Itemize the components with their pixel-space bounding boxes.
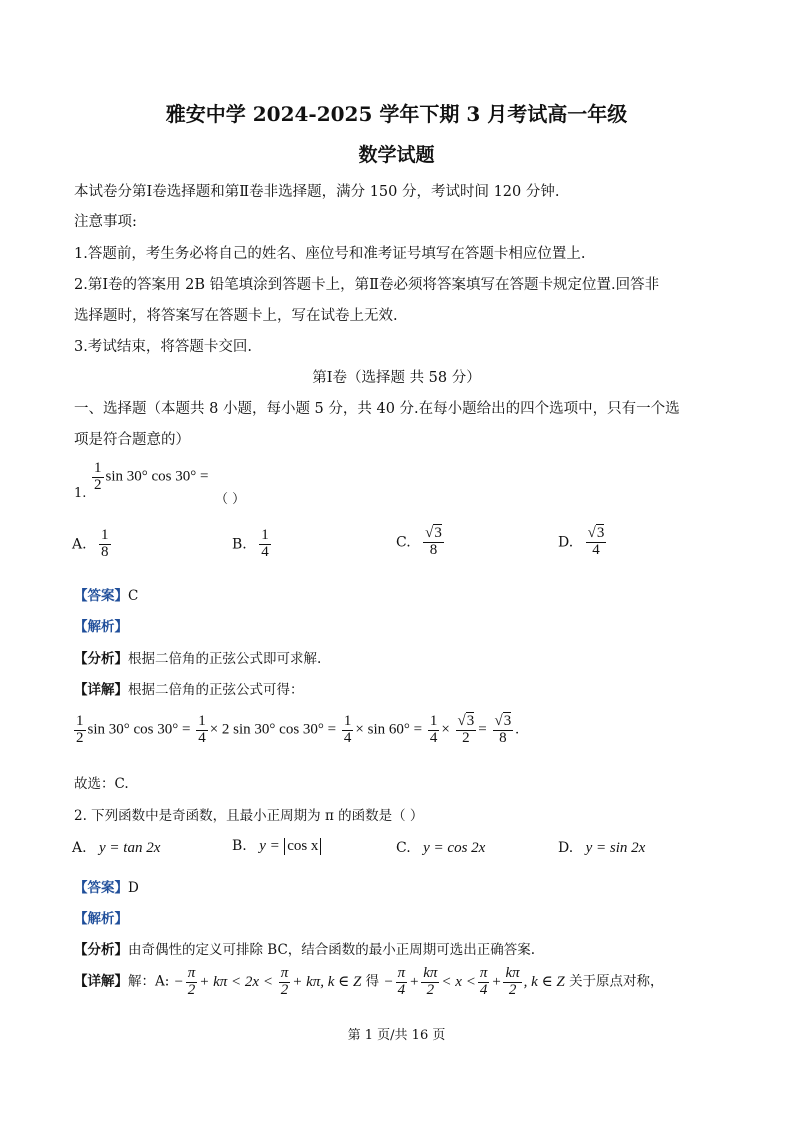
q2-option-c[interactable] (396, 840, 485, 857)
xiangjie-tag: 【详解】 (74, 973, 128, 990)
q1-option-a[interactable] (72, 528, 113, 561)
xiangjie-mid: 得 (365, 973, 380, 990)
answer-tag: 【答案】 (74, 880, 128, 896)
q1-conclusion: 故选：C. (74, 776, 129, 792)
section-title: 第Ⅰ卷（选择题 共 58 分） (312, 370, 481, 386)
q1-analysis-tag: 【解析】 (74, 619, 128, 635)
option-expression: y = sin 2x (585, 840, 646, 856)
page-footer: 第 1 页/共 16 页 (347, 1028, 446, 1043)
answer-value: C (128, 588, 139, 604)
fenxi-tag: 【分析】 (74, 942, 128, 958)
q2-stem: 2. 下列函数中是奇函数，且最小正周期为 π 的函数是（ ） (74, 808, 424, 824)
document-subtitle: 数学试题 (358, 144, 435, 166)
option-label: D. (558, 840, 574, 856)
q2-analysis-tag: 【解析】 (74, 911, 128, 927)
answer-tag: 【答案】 (74, 588, 128, 604)
note-3: 3.考试结束，将答题卡交回. (74, 339, 252, 355)
xiangjie-suffix: 关于原点对称， (569, 973, 664, 990)
option-expression: y = tan 2x (99, 840, 161, 856)
q2-fenxi-row (74, 938, 535, 958)
inequality-1: − $\frac{\pi}{2}$ + kπ < 2x < $\frac{\pi}{2}$ + kπ, k ∈ Z (173, 965, 362, 998)
option-abs-expression: cos x (284, 838, 321, 855)
q1-option-b[interactable] (232, 528, 273, 561)
q1-option-c[interactable] (396, 526, 446, 559)
q1-number: 1. (74, 486, 87, 501)
option-fraction: $\frac{1}{8}$ (101, 527, 109, 560)
answer-value: D (128, 880, 139, 896)
q2-option-d[interactable] (558, 840, 645, 857)
option-label: B. (232, 536, 247, 553)
q1-answer-row (74, 584, 138, 604)
q1-blank: （ ） (215, 492, 246, 507)
q2-xiangjie-row (74, 966, 664, 999)
notes-label: 注意事项: (74, 214, 137, 230)
q1-xiangjie-row (74, 678, 304, 698)
q1-fenxi-row (74, 647, 321, 667)
q1-derivation: $\frac{1}{2}$ sin 30° cos 30° = $\frac{1}{4}$ × 2 sin 30° cos 30° = $\frac{1}{4}$ × sin 60° = $\frac{1}{4}$ × $\frac{√3}{2}$ = $\frac{√3}{8}$ . (76, 713, 519, 746)
q1-option-d[interactable] (558, 526, 608, 559)
q2-answer-row (74, 876, 139, 896)
document-title: 雅安中学 2024-2025 学年下期 3 月考试高一年级 (165, 102, 628, 126)
note-2-line-1: 2.第Ⅰ卷的答案用 2B 铅笔填涂到答题卡上，第Ⅱ卷必须将答案填写在答题卡规定位置.回答非 (74, 277, 660, 293)
section-heading-line-2: 项是符合题意的） (74, 432, 190, 448)
q1-stem (90, 461, 208, 494)
option-label: D. (558, 534, 574, 551)
note-2-line-2: 选择题时，将答案写在答题卡上，写在试卷上无效. (74, 308, 398, 324)
section-heading-line-1: 一、选择题（本题共 8 小题，每小题 5 分，共 40 分.在每小题给出的四个选项中，只有一个选 (74, 401, 680, 417)
fenxi-text: 由奇偶性的定义可排除 BC，结合函数的最小正周期可选出正确答案. (128, 942, 536, 958)
q1-stem-expression: sin 30° cos 30° = (105, 468, 209, 485)
option-fraction: $\frac{√3}{4}$ (587, 525, 605, 558)
option-expression: y = (259, 838, 280, 854)
q2-option-b[interactable] (232, 838, 321, 855)
option-label: C. (396, 840, 411, 856)
xiangjie-prefix: 解：A: (128, 973, 170, 990)
intro-text: 本试卷分第Ⅰ卷选择题和第Ⅱ卷非选择题，满分 150 分，考试时间 120 分钟. (74, 184, 560, 200)
xiangjie-tag: 【详解】 (74, 682, 128, 698)
inequality-2: − $\frac{\pi}{4}$ + $\frac{k\pi}{2}$ < x < $\frac{\pi}{4}$ + $\frac{k\pi}{2}$ , k ∈ Z (383, 965, 565, 998)
option-expression: y = cos 2x (423, 840, 486, 856)
q2-option-a[interactable] (72, 840, 160, 857)
xiangjie-text: 根据二倍角的正弦公式可得： (128, 682, 304, 698)
fenxi-tag: 【分析】 (74, 651, 128, 667)
fenxi-text: 根据二倍角的正弦公式即可求解. (128, 651, 322, 667)
note-1: 1.答题前，考生务必将自己的姓名、座位号和准考证号填写在答题卡相应位置上. (74, 246, 586, 262)
option-label: B. (232, 838, 247, 854)
option-label: C. (396, 534, 411, 551)
option-label: A. (72, 840, 87, 856)
option-fraction: $\frac{1}{4}$ (261, 527, 269, 560)
option-fraction: $\frac{√3}{8}$ (425, 525, 442, 558)
option-label: A. (72, 536, 87, 553)
q1-stem-fraction: $\frac{1}{2}$ (94, 460, 102, 493)
